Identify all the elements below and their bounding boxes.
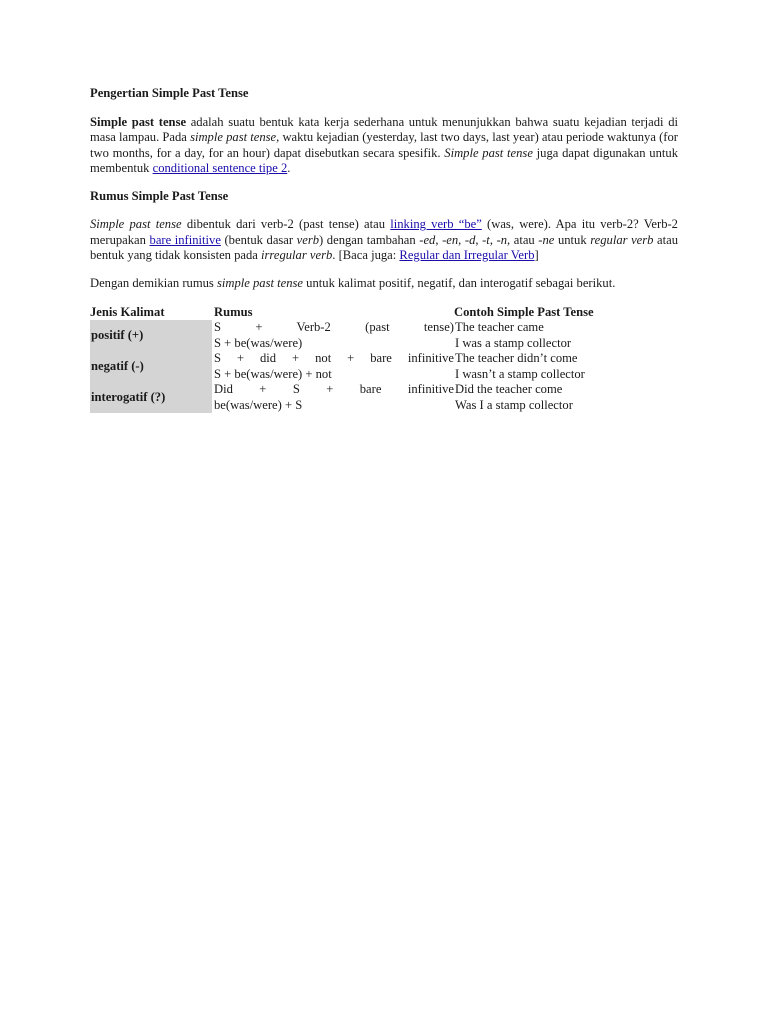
table-row <box>90 351 678 382</box>
table-row <box>90 320 678 351</box>
text-span: dibentuk dari verb-2 (past tense) atau <box>181 217 391 231</box>
row-kind-label: positif (+) <box>90 320 212 351</box>
formula-line: S + Verb-2 (past tense) <box>214 320 454 334</box>
italic-span: irregular verb <box>261 248 333 262</box>
paragraph-definition <box>90 115 678 177</box>
table-row <box>90 382 678 413</box>
text-span: . [Baca juga: <box>332 248 400 262</box>
formula-line: S + did + not + bare infinitive <box>214 351 454 365</box>
link-conditional-sentence[interactable]: conditional sentence tipe 2 <box>152 161 288 175</box>
heading-rumus: Rumus Simple Past Tense <box>90 188 229 203</box>
italic-span: regular verb <box>590 232 654 247</box>
italic-span: simple past tense <box>190 130 277 144</box>
formula-line: S + be(was/were) + not <box>214 366 332 381</box>
link-linking-verb[interactable]: linking verb “be” <box>390 217 482 231</box>
text-span: , <box>489 232 497 247</box>
row-kind-label: negatif (-) <box>90 351 212 382</box>
italic-span: -d <box>464 232 476 247</box>
row-example <box>454 320 678 351</box>
row-kind-label: interogatif (?) <box>90 382 212 413</box>
text-span: , <box>458 232 465 247</box>
link-regular-irregular-verb[interactable]: Regular dan Irregular Verb <box>399 248 535 262</box>
italic-span: -ne <box>538 232 555 247</box>
text-span: Dengan demikian rumus <box>90 275 217 290</box>
header-jenis-kalimat: Jenis Kalimat <box>90 304 165 319</box>
example-line: The teacher didn’t come <box>455 351 578 365</box>
example-line: Did the teacher come <box>455 382 563 396</box>
text-span: . <box>287 161 291 175</box>
row-formula <box>212 351 454 382</box>
paragraph-intro-table <box>90 276 678 292</box>
text-span: untuk kalimat positif, negatif, dan interogatif sebagai berikut. <box>303 275 616 290</box>
row-example <box>454 351 678 382</box>
header-contoh: Contoh Simple Past Tense <box>454 304 594 319</box>
italic-span: verb <box>296 232 320 247</box>
example-line: Was I a stamp collector <box>455 397 573 412</box>
link-bare-infinitive[interactable]: bare infinitive <box>149 232 221 247</box>
header-rumus: Rumus <box>214 304 253 319</box>
text-span: juga dapat digunakan untuk membentuk <box>90 145 678 175</box>
text-span: (was, were). Apa itu verb-2? Verb-2 merupakan <box>90 217 678 247</box>
italic-span: simple past tense <box>216 275 304 290</box>
text-span: , <box>475 232 483 247</box>
formula-line: be(was/were) + S <box>214 397 303 412</box>
text-span: , waktu kejadian (yesterday, last two days, last year) atau periode waktunya (for two months, for a day, for an hour) dapat disebutkan secara spesifik. <box>90 130 678 160</box>
paragraph-rumus <box>90 217 678 264</box>
heading-pengertian: Pengertian Simple Past Tense <box>90 86 249 100</box>
formula-line: S + be(was/were) <box>214 335 303 350</box>
row-formula <box>212 320 454 351</box>
example-line: The teacher came <box>455 320 544 334</box>
example-line: I wasn’t a stamp collector <box>455 366 585 381</box>
italic-span: -ed <box>419 232 436 247</box>
italic-span: Simple past tense <box>444 145 533 160</box>
italic-span: -t <box>482 232 490 247</box>
row-example <box>454 382 678 413</box>
text-span: (bentuk dasar <box>220 232 297 247</box>
text-span: ) dengan tambahan <box>319 232 420 247</box>
tense-table <box>90 304 678 413</box>
example-line: I was a stamp collector <box>455 335 572 350</box>
table-header-row <box>90 304 678 320</box>
italic-span: Simple past tense <box>90 217 182 231</box>
text-span: ] <box>534 248 539 262</box>
term-bold: Simple past tense <box>90 114 187 129</box>
text-span: untuk <box>554 232 591 247</box>
text-span: , <box>435 232 443 247</box>
text-span: adalah suatu bentuk kata kerja sederhana untuk menunjukkan bahwa suatu kejadian terjadi di masa lampau. Pada <box>90 114 678 144</box>
formula-line: Did + S + bare infinitive <box>214 382 454 396</box>
text-span: , atau <box>507 232 539 247</box>
italic-span: -n <box>496 232 508 247</box>
document-body <box>90 86 678 413</box>
text-span: atau bentuk yang tidak konsisten pada <box>90 232 679 262</box>
italic-span: -en <box>442 232 459 247</box>
row-formula <box>212 382 454 413</box>
